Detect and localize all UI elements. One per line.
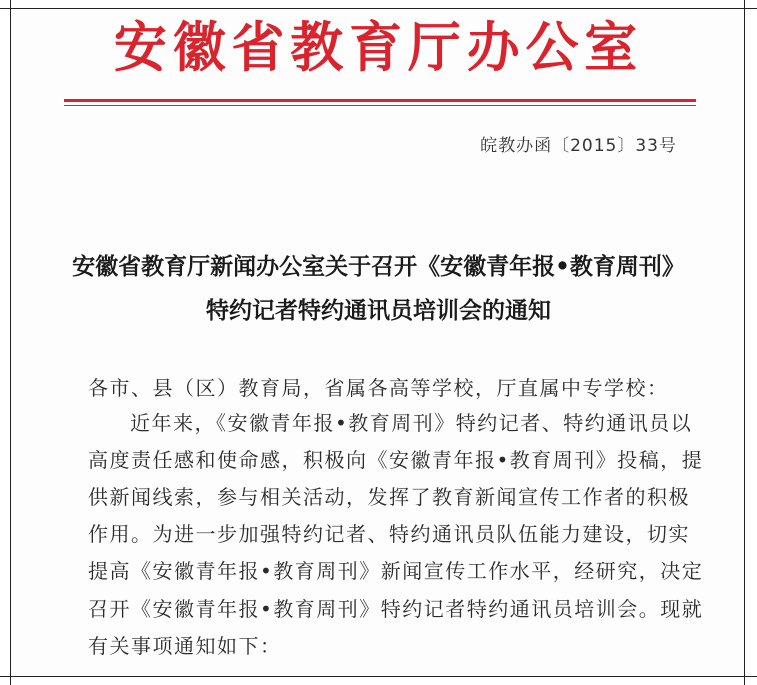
scan-frame-right-line: [744, 0, 745, 685]
office-letterhead: 安徽省教育厅办公室: [113, 15, 644, 79]
notice-title-line-1: 安徽省教育厅新闻办公室关于召开《安徽青年报•教育周刊》: [72, 253, 685, 280]
document-number: 皖教办函〔2015〕33号: [480, 136, 677, 156]
addressee-line: 各市、县（区）教育局，省属各高等学校，厅直属中专学校：: [88, 376, 669, 400]
letterhead-red-rule-thin: [64, 105, 696, 106]
body-paragraph-line: 作用。为进一步加强特约记者、特约通讯员队伍能力建设，切实: [88, 522, 690, 546]
notice-title-line-2: 特约记者特约通讯员培训会的通知: [206, 297, 551, 324]
body-paragraph-line: 召开《安徽青年报•教育周刊》特约记者特约通讯员培训会。现就: [88, 597, 704, 621]
body-paragraph-line: 供新闻线索，参与相关活动，发挥了教育新闻宣传工作者的积极: [88, 485, 690, 509]
letterhead-red-rule: [64, 99, 696, 102]
body-paragraph-line: 提高《安徽青年报•教育周刊》新闻宣传工作水平，经研究，决定: [88, 559, 704, 583]
body-paragraph-line: 近年来，《安徽青年报•教育周刊》特约记者、特约通讯员以: [130, 411, 693, 435]
body-paragraph-line: 高度责任感和使命感，积极向《安徽青年报•教育周刊》投稿，提: [88, 448, 704, 472]
scan-frame-bottom-line: [0, 676, 757, 677]
body-paragraph-line: 有关事项通知如下：: [88, 634, 282, 658]
